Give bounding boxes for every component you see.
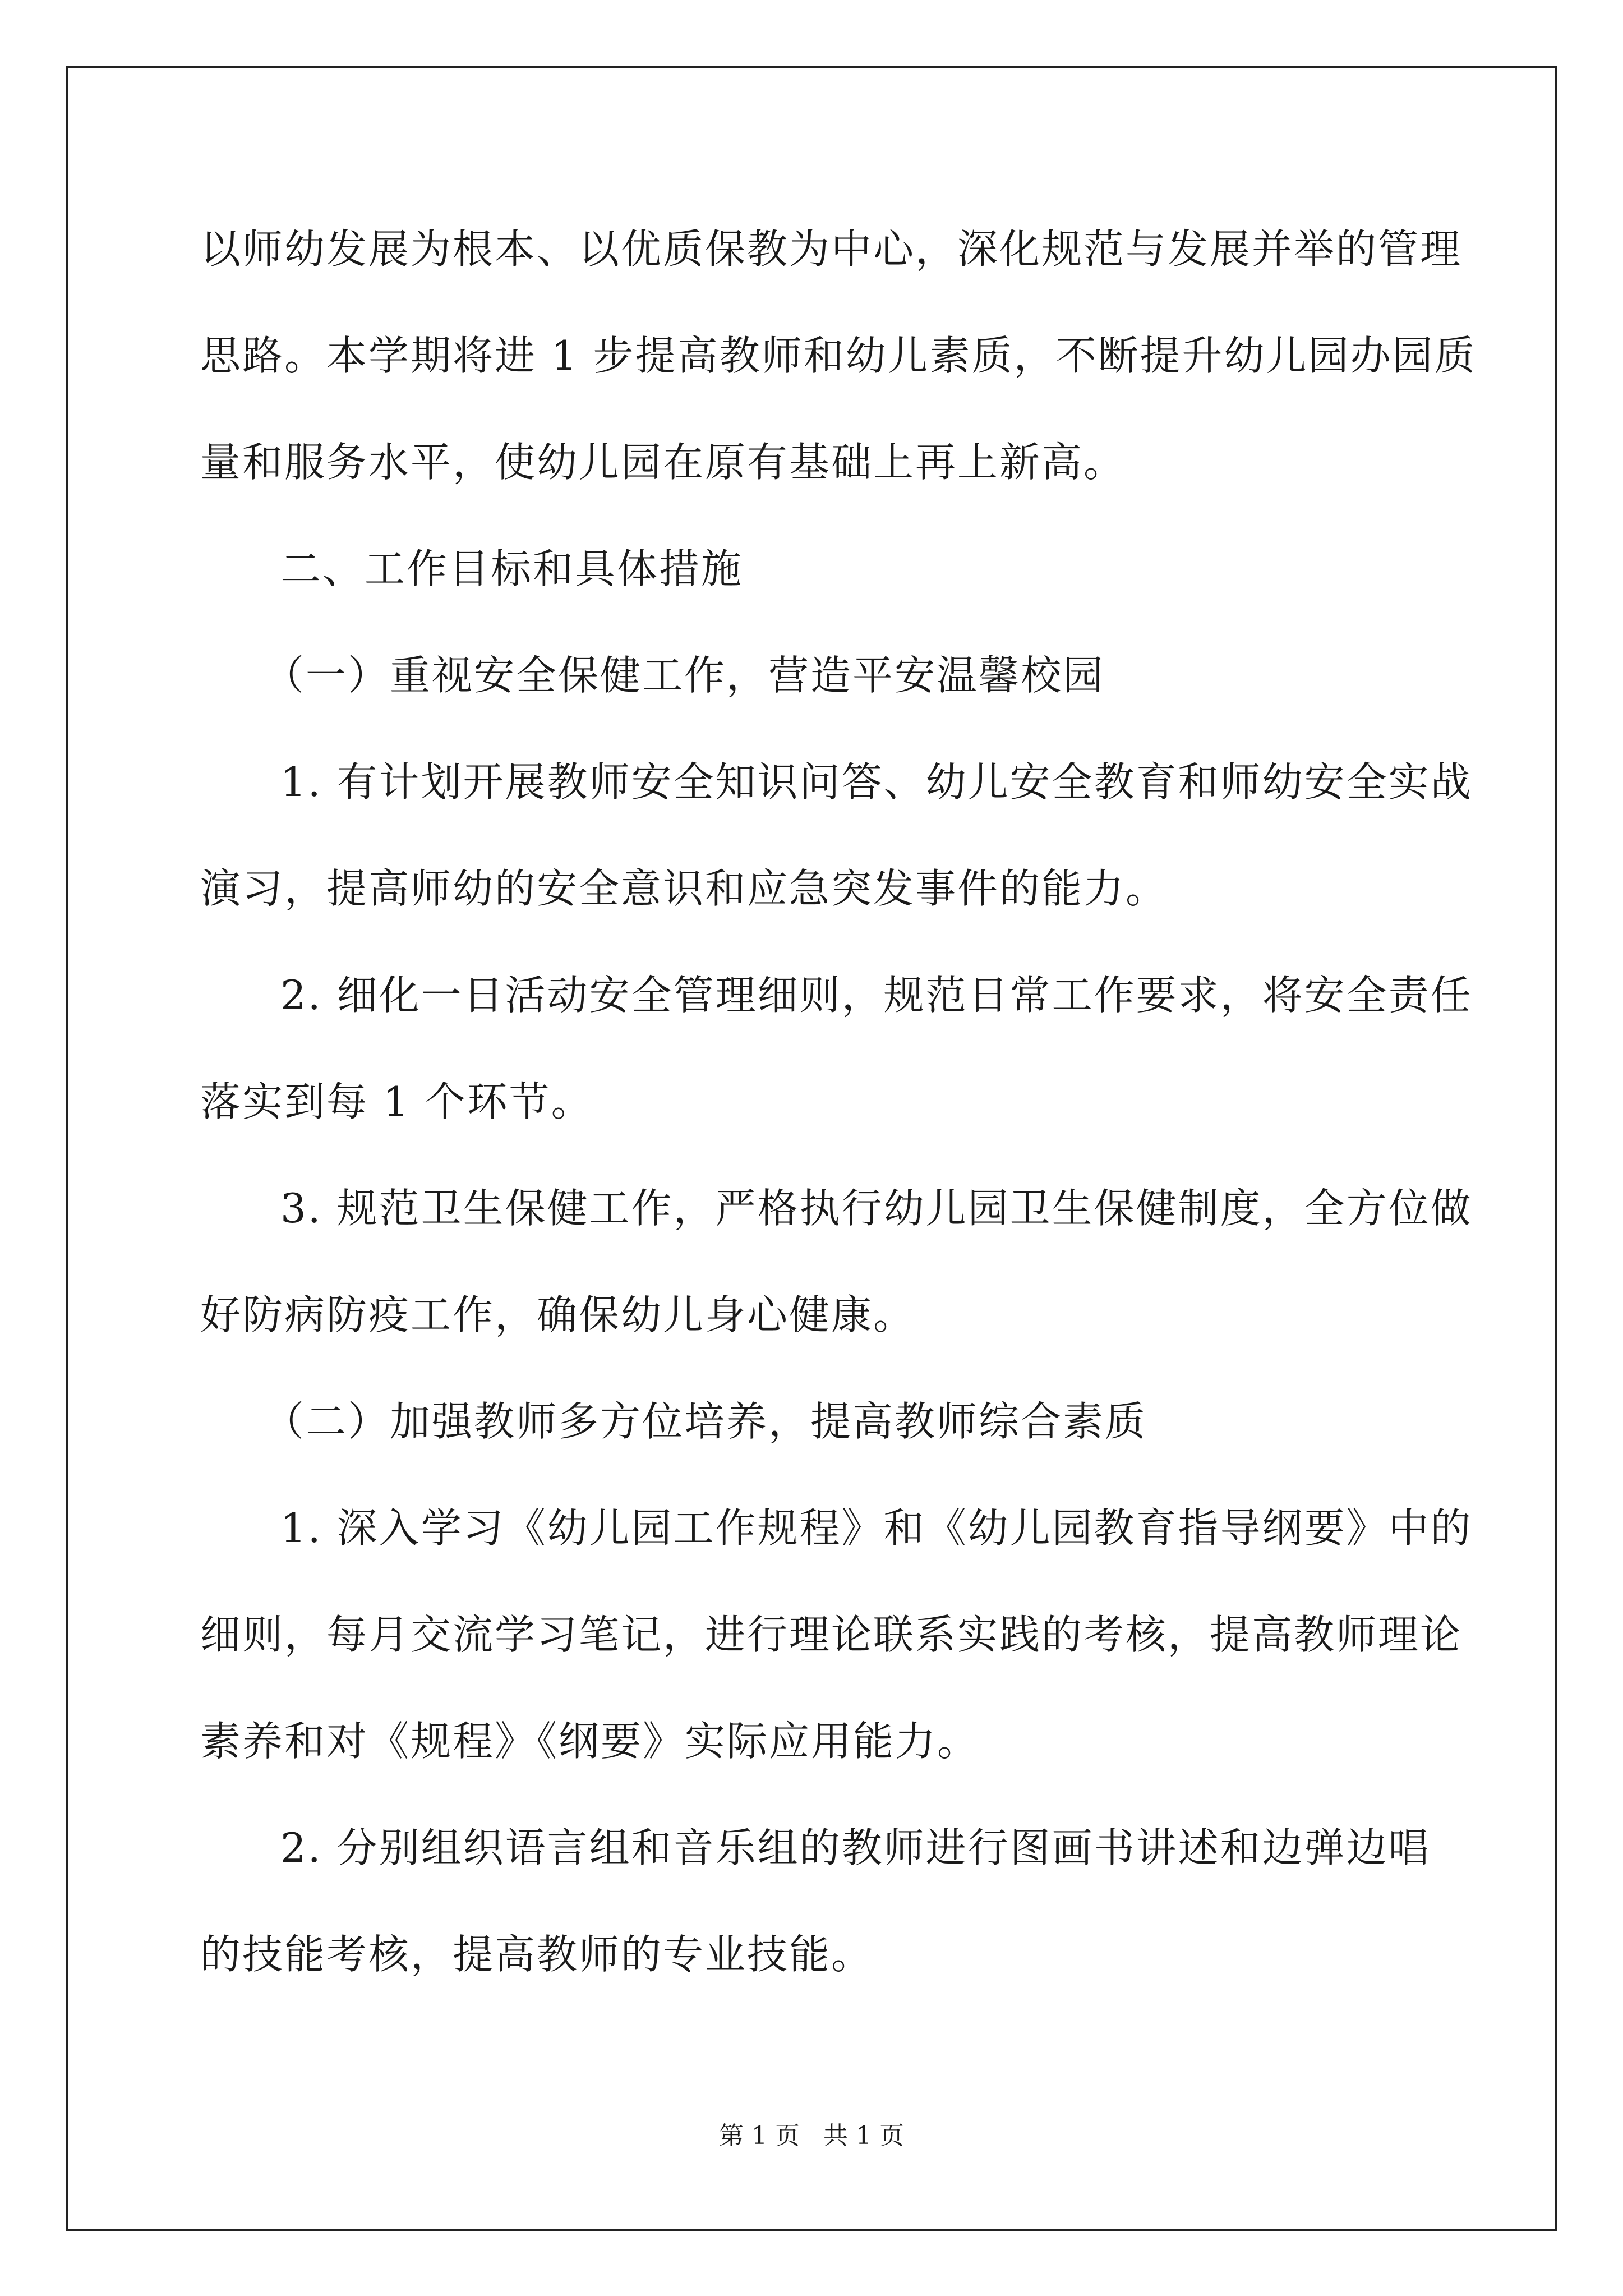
page-border bbox=[66, 66, 1557, 2231]
page-footer: 第 1 页 共 1 页 bbox=[719, 2122, 904, 2150]
paragraph-line: 2. 细化一日活动安全管理细则，规范日常工作要求，将安全责任 bbox=[280, 972, 1473, 1019]
paragraph-line: 好防病防疫工作，确保幼儿身心健康。 bbox=[200, 1291, 916, 1338]
paragraph-line: 的技能考核，提高教师的专业技能。 bbox=[200, 1931, 874, 1978]
paragraph-line: 演习，提高师幼的安全意识和应急突发事件的能力。 bbox=[200, 865, 1168, 912]
paragraph-line: 落实到每 1 个环节。 bbox=[200, 1078, 593, 1125]
section-heading: 二、工作目标和具体措施 bbox=[280, 545, 744, 592]
paragraph-line: 2. 分别组织语言组和音乐组的教师进行图画书讲述和边弹边唱 bbox=[280, 1824, 1431, 1871]
paragraph-line: 1. 有计划开展教师安全知识问答、幼儿安全教育和师幼安全实战 bbox=[280, 758, 1473, 806]
paragraph-line: 素养和对《规程》《纲要》实际应用能力。 bbox=[200, 1718, 980, 1765]
paragraph-line: 量和服务水平，使幼儿园在原有基础上再上新高。 bbox=[200, 439, 1126, 486]
paragraph-line: 1. 深入学习《幼儿园工作规程》和《幼儿园教育指导纲要》中的 bbox=[280, 1504, 1473, 1552]
paragraph-line: 以师幼发展为根本、以优质保教为中心，深化规范与发展并举的管理 bbox=[200, 226, 1463, 273]
paragraph-line: 细则，每月交流学习笔记，进行理论联系实践的考核，提高教师理论 bbox=[200, 1611, 1463, 1658]
paragraph-line: 思路。本学期将进 1 步提高教师和幼儿素质，不断提升幼儿园办园质 bbox=[200, 332, 1477, 379]
subsection-heading: （二）加强教师多方位培养，提高教师综合素质 bbox=[264, 1398, 1147, 1445]
subsection-heading: （一）重视安全保健工作，营造平安温馨校园 bbox=[264, 652, 1105, 699]
paragraph-line: 3. 规范卫生保健工作，严格执行幼儿园卫生保健制度，全方位做 bbox=[280, 1185, 1473, 1232]
